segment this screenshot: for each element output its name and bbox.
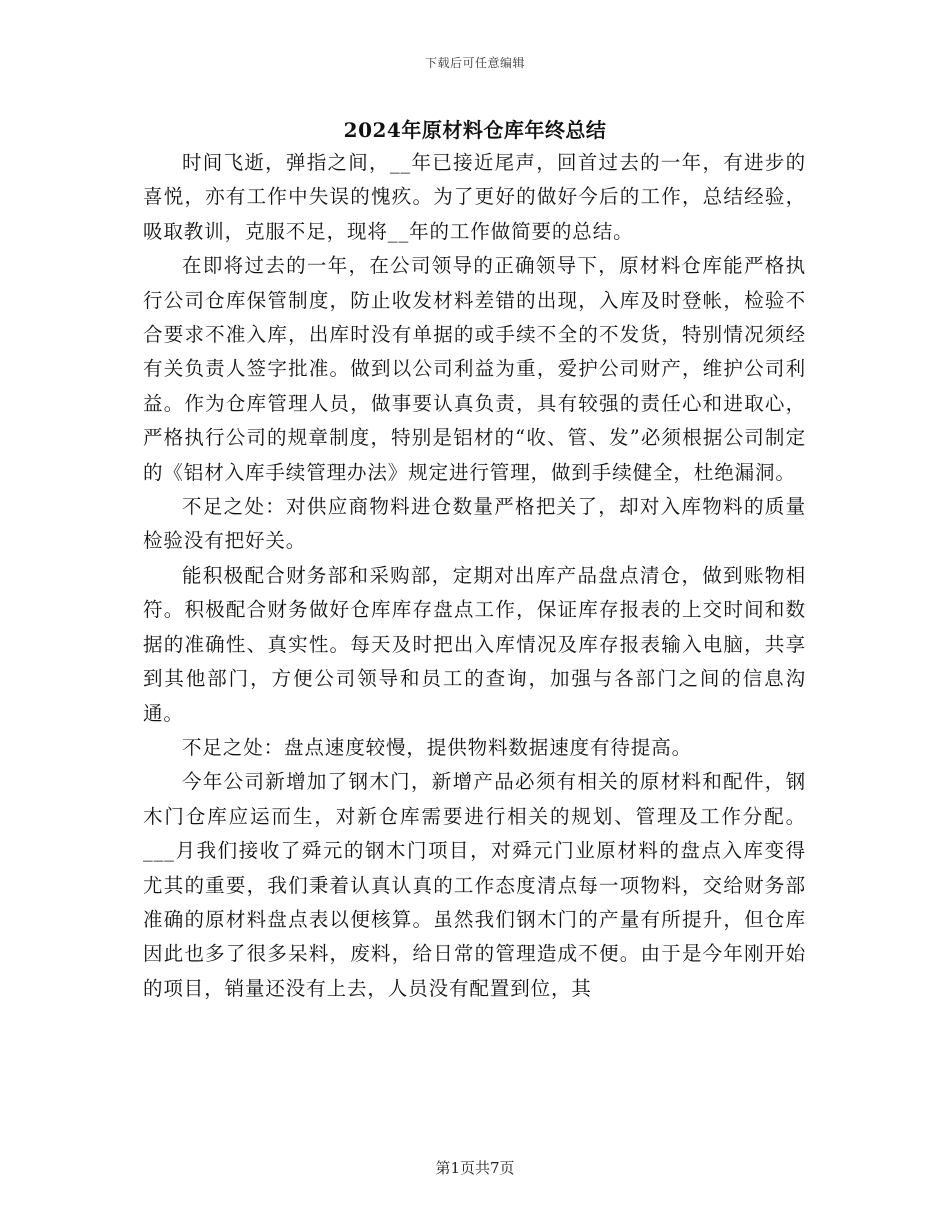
- paragraph-inventory-cooperation: 能积极配合财务部和采购部，定期对出库产品盘点清仓，做到账物相符。积极配合财务做好仓库库存盘点工作，保证库存报表的上交时间和数据的准确性、真实性。每天及时把出入库情况及库存报表输入电脑，共享到其他部门，方便公司领导和员工的查询，加强与各部门之间的信息沟通。: [143, 563, 806, 725]
- page-number: 第1页共7页: [435, 1159, 515, 1177]
- paragraph-intro: 时间飞逝，弹指之间，__年已接近尾声，回首过去的一年，有进步的喜悦，亦有工作中失误的愧疚。为了更好的做好今后的工作，总结经验，吸取教训，克服不足，现将__年的工作做简要的总结。: [143, 151, 806, 243]
- paragraph-shortcoming-speed: 不足之处：盘点速度较慢，提供物料数据速度有待提高。: [182, 735, 693, 759]
- paragraph-warehouse-management: 在即将过去的一年，在公司领导的正确领导下，原材料仓库能严格执行公司仓库保管制度，防止收发材料差错的出现，入库及时登帐，检验不合要求不准入库，出库时没有单据的或手续不全的不发货，特别情况须经有关负责人签字批准。做到以公司利益为重，爱护公司财产，维护公司利益。作为仓库管理人员，做事要认真负责，具有较强的责任心和进取心，严格执行公司的规章制度，特别是铝材的“收、管、发”必须根据公司制定的《铝材入库手续管理办法》规定进行管理，做到手续健全，杜绝漏洞。: [143, 254, 806, 484]
- document-body: [143, 146, 806, 1006]
- header-note: 下载后可任意编辑: [424, 56, 525, 70]
- document-title: 2024年原材料仓库年终总结: [343, 118, 607, 142]
- paragraph-steel-wood-door: 今年公司新增加了钢木门，新增产品必须有相关的原材料和配件，钢木门仓库应运而生，对新仓库需要进行相关的规划、管理及工作分配。___月我们接收了舜元的钢木门项目，对舜元门业原材料的盘点入库变得尤其的重要，我们秉着认真认真的工作态度清点每一项物料，交给财务部准确的原材料盘点表以便核算。虽然我们钢木门的产量有所提升，但仓库因此也多了很多呆料，废料，给日常的管理造成不便。由于是今年刚开始的项目，销量还没有上去，人员没有配置到位，其: [143, 770, 806, 1000]
- paragraph-shortcoming-quality: 不足之处：对供应商物料进仓数量严格把关了，却对入库物料的质量检验没有把好关。: [143, 495, 806, 553]
